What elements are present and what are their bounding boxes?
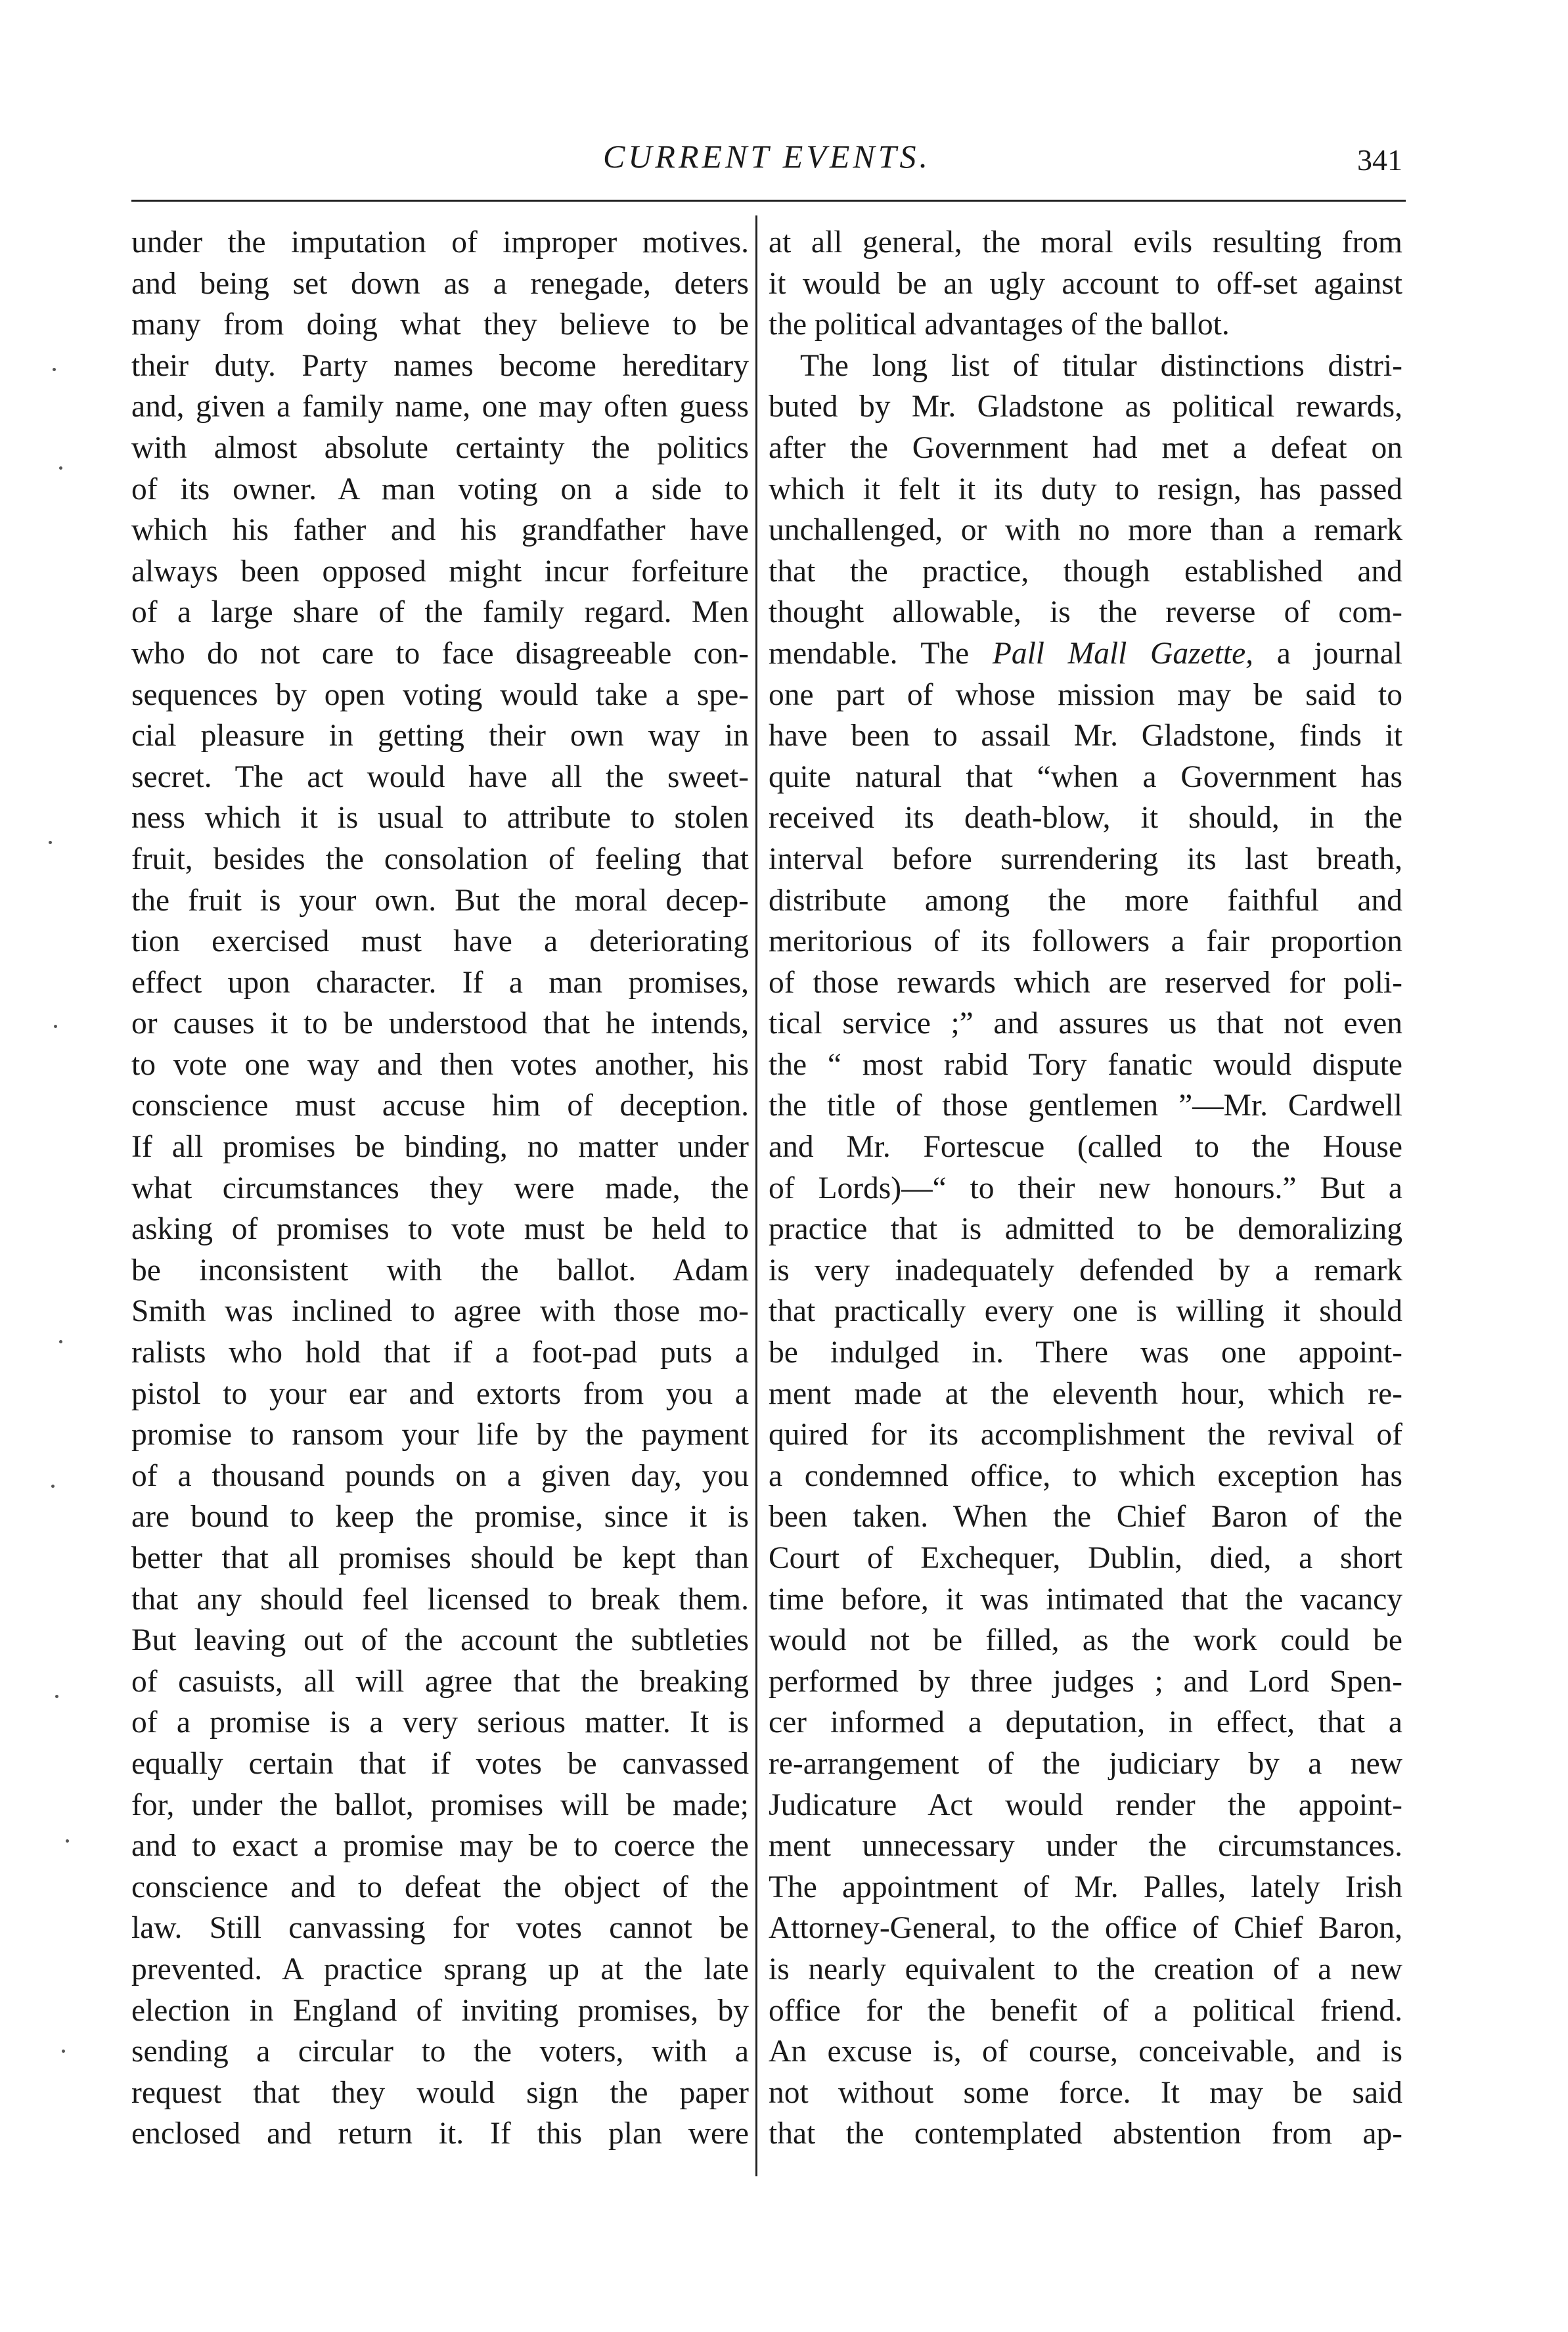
running-title: CURRENT EVENTS. <box>602 138 931 175</box>
text-line: unchallenged, or with no more than a remark <box>769 513 1402 548</box>
text-line: ralists who hold that if a foot-pad puts a <box>131 1335 749 1370</box>
text-line: have been to assail Mr. Gladstone, finds it <box>769 719 1402 753</box>
header-rule <box>131 200 1406 202</box>
text-line: request that they would sign the paper <box>131 2075 749 2110</box>
text-line: or causes it to be understood that he intends, <box>131 1006 749 1041</box>
speck <box>62 2050 65 2053</box>
text-line: law. Still canvassing for votes cannot be <box>131 1911 749 1946</box>
text-line: office for the benefit of a political friend. <box>769 1993 1402 2028</box>
speck <box>59 466 62 470</box>
text-line: Attorney-General, to the office of Chief Baron, <box>769 1911 1402 1946</box>
text-line: cer informed a deputation, in effect, that a <box>769 1705 1402 1740</box>
text-line: their duty. Party names become hereditary <box>131 348 749 383</box>
text-line: are bound to keep the promise, since it is <box>131 1500 749 1535</box>
text-line: ment unnecessary under the circumstances. <box>769 1829 1402 1864</box>
text-line: time before, it was intimated that the vacancy <box>769 1582 1402 1617</box>
text-line: re-arrangement of the judiciary by a new <box>769 1746 1402 1781</box>
text-line: effect upon character. If a man promises, <box>131 965 749 1000</box>
text-line: the title of those gentlemen ”—Mr. Cardwell <box>769 1088 1402 1123</box>
text-line: performed by three judges ; and Lord Spen- <box>769 1664 1402 1699</box>
text-line: election in England of inviting promises, by <box>131 1993 749 2028</box>
text-line: buted by Mr. Gladstone as political rewards, <box>769 390 1402 424</box>
text-line: of a promise is a very serious matter. It is <box>131 1705 749 1740</box>
text-line: after the Government had met a defeat on <box>769 430 1402 465</box>
text-line: would not be filled, as the work could be <box>769 1623 1402 1658</box>
text-line: But leaving out of the account the subtleties <box>131 1623 749 1658</box>
text-line: sending a circular to the voters, with a <box>131 2034 749 2069</box>
speck <box>55 1695 58 1698</box>
column-divider <box>755 215 757 2176</box>
speck <box>54 1025 57 1028</box>
text-line: An excuse is, of course, conceivable, and is <box>769 2034 1402 2069</box>
text-run: a journal <box>1253 636 1402 671</box>
text-line: which his father and his grandfather have <box>131 513 749 548</box>
text-line: promise to ransom your life by the payment <box>131 1418 749 1452</box>
text-line: enclosed and return it. If this plan were <box>131 2117 749 2151</box>
text-line: that practically every one is willing it should <box>769 1294 1402 1329</box>
text-line: secret. The act would have all the sweet- <box>131 759 749 794</box>
text-line: one part of whose mission may be said to <box>769 677 1402 712</box>
text-line: of a large share of the family regard. Men <box>131 595 749 630</box>
text-line: the fruit is your own. But the moral decep- <box>131 883 749 918</box>
text-line: pistol to your ear and extorts from you a <box>131 1376 749 1411</box>
text-line: that the contemplated abstention from ap- <box>769 2117 1402 2151</box>
text-line: thought allowable, is the reverse of com- <box>769 595 1402 630</box>
text-line: for, under the ballot, promises will be made; <box>131 1787 749 1822</box>
text-line: what circumstances they were made, the <box>131 1171 749 1205</box>
text-line: always been opposed might incur forfeiture <box>131 554 749 589</box>
text-line: quired for its accomplishment the revival of <box>769 1418 1402 1452</box>
text-line: tical service ;” and assures us that not even <box>769 1006 1402 1041</box>
right-column <box>769 222 1402 2155</box>
text-line: be indulged in. There was one appoint- <box>769 1335 1402 1370</box>
text-line: and to exact a promise may be to coerce the <box>131 1829 749 1864</box>
text-line: of those rewards which are reserved for poli- <box>769 965 1402 1000</box>
speck <box>59 1340 62 1343</box>
text-line: Judicature Act would render the appoint- <box>769 1787 1402 1822</box>
text-line: a condemned office, to which exception has <box>769 1458 1402 1493</box>
text-line: Court of Exchequer, Dublin, died, a short <box>769 1541 1402 1575</box>
text-line: distribute among the more faithful and <box>769 883 1402 918</box>
text-line: ness which it is usual to attribute to stolen <box>131 801 749 836</box>
text-line: under the imputation of improper motives. <box>131 225 749 259</box>
text-line: practice that is admitted to be demoralizing <box>769 1212 1402 1247</box>
text-line: it would be an ugly account to off-set against <box>769 266 1402 301</box>
speck <box>53 368 56 371</box>
left-column <box>131 222 749 2155</box>
text-line: asking of promises to vote must be held to <box>131 1212 749 1247</box>
text-line: to vote one way and then votes another, his <box>131 1047 749 1082</box>
text-run: mendable. The <box>769 636 993 671</box>
text-line: sequences by open voting would take a spe- <box>131 677 749 712</box>
text-line: with almost absolute certainty the politics <box>131 430 749 465</box>
speck <box>66 1839 69 1843</box>
text-line: fruit, besides the consolation of feeling that <box>131 841 749 876</box>
text-line: equally certain that if votes be canvassed <box>131 1746 749 1781</box>
text-line: interval before surrendering its last breath, <box>769 841 1402 876</box>
text-line: conscience and to defeat the object of the <box>131 1870 749 1904</box>
text-line: of a thousand pounds on a given day, you <box>131 1458 749 1493</box>
text-line: quite natural that “when a Government has <box>769 759 1402 794</box>
text-line: at all general, the moral evils resulting from <box>769 225 1402 259</box>
running-head <box>131 130 1402 189</box>
text-line <box>769 633 1402 675</box>
text-line: be inconsistent with the ballot. Adam <box>131 1253 749 1288</box>
text-line: the “ most rabid Tory fanatic would dispute <box>769 1047 1402 1082</box>
text-line: meritorious of its followers a fair proportion <box>769 924 1402 959</box>
journal-title: Pall Mall Gazette, <box>992 636 1254 671</box>
text-line: ment made at the eleventh hour, which re- <box>769 1376 1402 1411</box>
text-line: The appointment of Mr. Palles, lately Irish <box>769 1870 1402 1904</box>
text-line: the political advantages of the ballot. <box>769 307 1230 342</box>
text-line: which it felt it its duty to resign, has passed <box>769 472 1402 506</box>
text-line: of casuists, all will agree that the breaking <box>131 1664 749 1699</box>
text-line: and, given a family name, one may often guess <box>131 390 749 424</box>
text-line: who do not care to face disagreeable con- <box>131 636 749 671</box>
text-line: and Mr. Fortescue (called to the House <box>769 1130 1402 1165</box>
text-line: of Lords)—“ to their new honours.” But a <box>769 1171 1402 1205</box>
text-line: that the practice, though established and <box>769 554 1402 589</box>
margin-specks <box>39 368 79 2141</box>
text-line: many from doing what they believe to be <box>131 307 749 342</box>
text-line: been taken. When the Chief Baron of the <box>769 1500 1402 1535</box>
text-line: is nearly equivalent to the creation of a new <box>769 1952 1402 1986</box>
text-line: cial pleasure in getting their own way in <box>131 719 749 753</box>
speck <box>49 841 52 844</box>
text-line: and being set down as a renegade, deters <box>131 266 749 301</box>
text-line: better that all promises should be kept than <box>131 1541 749 1575</box>
page-number: 341 <box>1357 143 1402 177</box>
text-line: tion exercised must have a deteriorating <box>131 924 749 959</box>
text-line: of its owner. A man voting on a side to <box>131 472 749 506</box>
text-line: not without some force. It may be said <box>769 2075 1402 2110</box>
text-line: that any should feel licensed to break them. <box>131 1582 749 1617</box>
text-line: is very inadequately defended by a remark <box>769 1253 1402 1288</box>
text-line: received its death-blow, it should, in the <box>769 801 1402 836</box>
text-line: If all promises be binding, no matter under <box>131 1130 749 1165</box>
text-line: conscience must accuse him of deception. <box>131 1088 749 1123</box>
speck <box>51 1485 55 1488</box>
text-line: The long list of titular distinctions distri- <box>800 348 1402 383</box>
text-line: prevented. A practice sprang up at the late <box>131 1952 749 1986</box>
text-line: Smith was inclined to agree with those mo- <box>131 1294 749 1329</box>
